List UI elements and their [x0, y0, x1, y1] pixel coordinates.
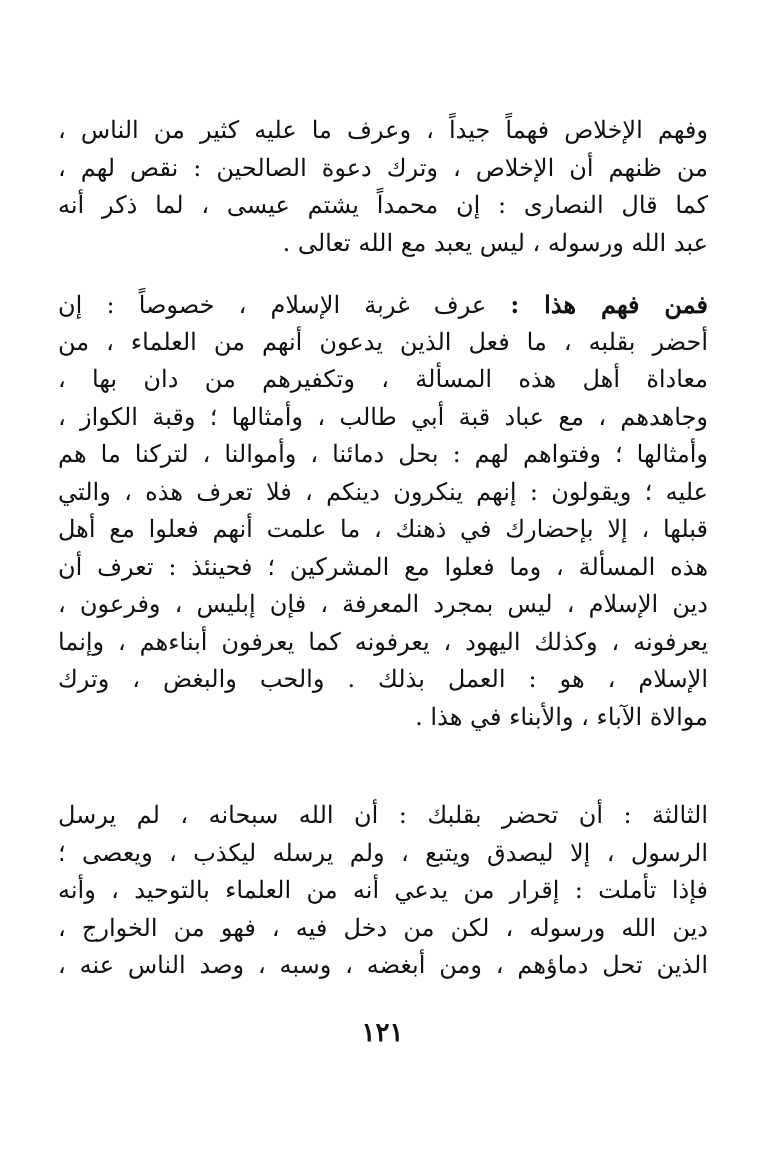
- text-line: يعرفونه ، وكذلك اليهود ، يعرفونه كما يعرفون أبناءهم ، وإنما: [58, 627, 708, 656]
- text-line: من ظنهم أن الإخلاص ، وترك دعوة الصالحين : نقص لهم ،: [58, 153, 708, 182]
- text-line: معاداة أهل هذه المسألة ، وتكفيرهم من دان بها ،: [58, 365, 708, 393]
- text-line-lead: [58, 286, 708, 324]
- text-line: دين الإسلام ، ليس بمجرد المعرفة ، فإن إبليس ، وفرعون ،: [58, 590, 708, 618]
- text-line: وفهم الإخلاص فهماً جيداً ، وعرف ما عليه كثير من الناس ،: [58, 116, 708, 144]
- text-line: كما قال النصارى : إن محمداً يشتم عيسى ، لما ذكر أنه: [58, 191, 708, 219]
- paragraph-1: [58, 112, 708, 262]
- text-line: الرسول ، إلا ليصدق ويتبع ، ولم يرسله ليكذب ، ويعصى ؛: [58, 838, 708, 867]
- text-line: عبد الله ورسوله ، ليس يعبد مع الله تعالى .: [282, 228, 708, 257]
- lead-phrase: فمن فهم هذا :: [510, 290, 708, 319]
- paragraph-3: [58, 797, 708, 985]
- text-line: فإذا تأملت : إقرار من يدعي أنه من العلماء بالتوحيد ، وأنه: [58, 876, 708, 904]
- text-line: وأمثالها ؛ وفتواهم لهم : بحل دمائنا ، وأموالنا ، لتركنا ما هم: [58, 440, 708, 468]
- text-line: أحضر بقلبه ، ما فعل الذين يدعون أنهم من العلماء ، من: [58, 327, 708, 356]
- text-line: الذين تحل دماؤهم ، ومن أبغضه ، وسبه ، وصد الناس عنه ،: [58, 951, 708, 979]
- text-line: هذه المسألة ، وما فعلوا مع المشركين ؛ فحينئذ : تعرف أن: [58, 552, 708, 581]
- text-line: موالاة الآباء ، والأبناء في هذا .: [415, 702, 708, 731]
- text-line: قبلها ، إلا بإحضارك في ذهنك ، ما علمت أنهم فعلوا مع أهل: [58, 515, 708, 543]
- text-line: عليه ؛ ويقولون : إنهم ينكرون دينكم ، فلا تعرف هذه ، والتي: [58, 477, 708, 506]
- page-number: ١٢١: [361, 1018, 404, 1048]
- text-line: دين الله ورسوله ، لكن من دخل فيه ، فهو من الخوارج ،: [58, 913, 708, 942]
- paragraph-2: [58, 286, 708, 736]
- text-line: وجاهدهم ، مع عباد قبة أبي طالب ، وأمثالها ؛ وقبة الكواز ،: [58, 402, 708, 431]
- text-line: الإسلام ، هو : العمل بذلك . والحب والبغض ، وترك: [58, 665, 708, 693]
- lead-line-rest: عرف غربة الإسلام ، خصوصاً : إن: [58, 291, 511, 319]
- text-line: الثالثة : أن تحضر بقلبك : أن الله سبحانه ، لم يرسل: [58, 801, 708, 829]
